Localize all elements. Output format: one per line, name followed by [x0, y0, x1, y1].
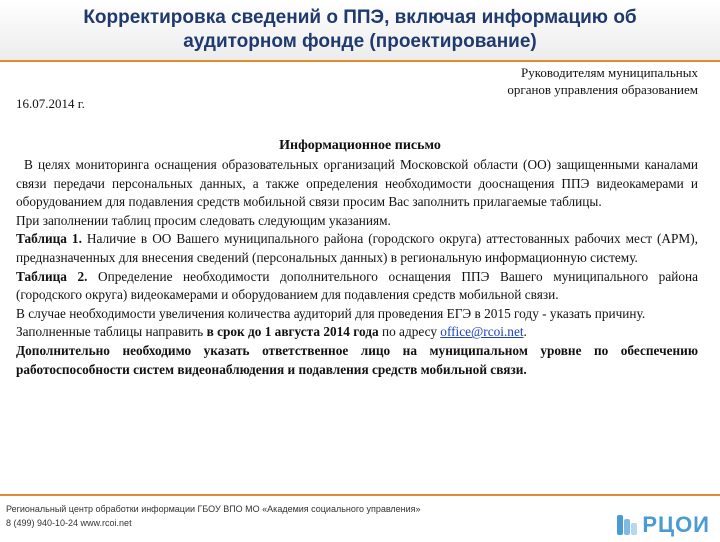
footer-contacts: 8 (499) 940-10-24 www.rcoi.net [6, 518, 132, 528]
letter-body [16, 156, 698, 379]
table2-label: Таблица 2. [16, 268, 88, 284]
slide-title [0, 0, 720, 54]
paragraph-responsible [16, 342, 698, 379]
paragraph-ege: В случае необходимости увеличения количества аудиторий для проведения ЕГЭ в 2015 году - указать причину. [16, 305, 646, 321]
slide-title-line2: аудиторном фонде (проектирование) [183, 31, 537, 52]
rcoi-logo-icon [616, 513, 638, 537]
responsible-text: Дополнительно необходимо указать ответственное лицо на муниципальном уровне по обеспечению работоспособности систем видеонаблюдения и подавления средств мобильной связи. [16, 342, 698, 377]
slide-footer [0, 494, 720, 542]
recipient-block [438, 64, 698, 98]
rcoi-logo-text: РЦОИ [642, 512, 710, 537]
deadline-end: . [523, 324, 527, 340]
slide-title-line1: Корректировка сведений о ППЭ, включая информацию об [83, 7, 637, 28]
recipient-line1: Руководителям муниципальных [520, 65, 698, 80]
letter-date: 16.07.2014 г. [16, 96, 85, 111]
rcoi-logo [616, 512, 710, 538]
table2-text: Определение необходимости дополнительного оснащения ППЭ Вашего муниципального района (городского округа) видеокамерами и оборудованием для подавления средств мобильной связи. [16, 268, 699, 303]
paragraph-table1 [16, 230, 698, 267]
letter-title: Информационное письмо [279, 138, 441, 153]
paragraph-table2 [16, 268, 698, 305]
deadline-prefix: Заполненные таблицы направить [16, 324, 207, 340]
deadline-mid: по адресу [378, 324, 441, 340]
paragraph-deadline [16, 323, 698, 342]
paragraph-instructions: При заполнении таблиц просим следовать следующим указаниям. [16, 212, 391, 228]
deadline-date: в срок до 1 августа 2014 года [206, 324, 379, 340]
email-link[interactable]: office@rcoi.net [440, 324, 524, 340]
table1-text: Наличие в ОО Вашего муниципального района (городского округа) аттестованных рабочих мест (АРМ), предназначенных для внесения сведений (персональных данных) в региональную информационную систему. [16, 231, 698, 265]
recipient-line2: органов управления образованием [507, 82, 698, 97]
footer-org: Региональный центр обработки информации ГБОУ ВПО МО «Академия социального управления» [6, 504, 421, 514]
table1-label: Таблица 1. [16, 231, 82, 247]
paragraph-monitoring: В целях мониторинга оснащения образовательных организаций Московской области (ОО) защищенными каналами связи передачи персональных данных, а также определения необходимости дооснащения ППЭ видеокамерами и оборудованием для подавления средств мобильной связи просим Вас заполнить прилагаемые таблицы. [16, 157, 698, 210]
slide-header [0, 0, 720, 62]
footer-text [6, 502, 421, 530]
